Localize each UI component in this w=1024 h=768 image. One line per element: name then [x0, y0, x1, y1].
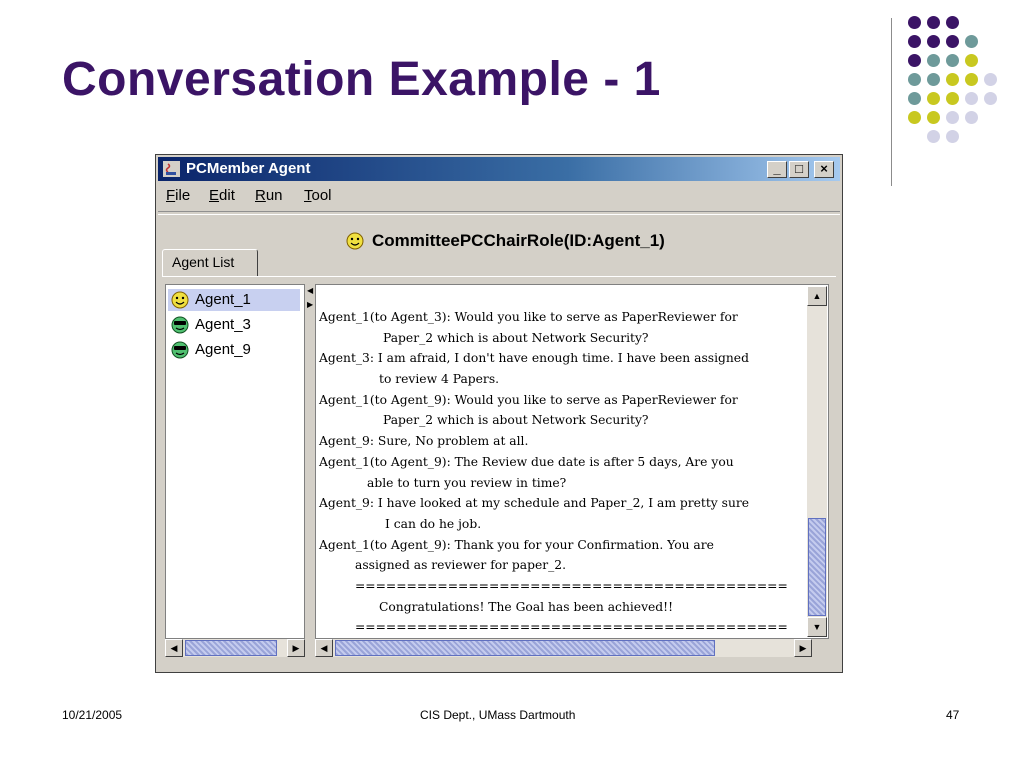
smiley-icon [171, 291, 189, 309]
agent-label: Agent_9 [195, 341, 251, 358]
split-pane-divider[interactable] [306, 284, 314, 639]
conversation-line: Agent_9: I have looked at my schedule and Paper_2, I am pretty sure [319, 496, 750, 511]
tab-agent-list[interactable]: Agent List [162, 249, 258, 276]
window-titlebar[interactable] [158, 157, 840, 181]
vertical-scrollbar[interactable] [807, 286, 827, 637]
decorative-dot [946, 130, 959, 143]
list-item[interactable] [168, 339, 300, 361]
conversation-line: I can do he job. [385, 516, 482, 531]
decorative-dot [908, 35, 921, 48]
decorative-dot [927, 16, 940, 29]
conversation-line: Agent_1(to Agent_9): Would you like to serve as PaperReviewer for [319, 392, 738, 407]
menu-tool-rest: ool [311, 187, 332, 204]
conversation-panel[interactable] [315, 284, 829, 639]
window-title: PCMember Agent [186, 160, 311, 177]
list-horizontal-scrollbar[interactable] [165, 639, 305, 657]
decorative-dot [946, 54, 959, 67]
decorative-dot [984, 92, 997, 105]
menu-edit-rest: dit [219, 187, 235, 204]
menu-file-rest: ile [175, 187, 191, 204]
decorative-dot [965, 35, 978, 48]
tab-underline [162, 276, 836, 277]
conversation-line: Paper_2 which is about Network Security? [383, 330, 649, 345]
scroll-up-icon[interactable]: ▲ [807, 286, 827, 306]
menu-run[interactable] [255, 187, 283, 204]
menu-run-mnemonic: R [255, 187, 266, 204]
menu-tool-mnemonic: T [304, 187, 312, 204]
agent-label: Agent_1 [195, 291, 251, 308]
decorative-dot [908, 16, 921, 29]
conversation-line: Congratulations! The Goal has been achieved!! [379, 599, 674, 614]
decorative-dot [984, 73, 997, 86]
conversation-log [319, 307, 807, 638]
list-item[interactable] [168, 289, 300, 311]
conversation-line: to review 4 Papers. [379, 372, 500, 387]
smiley-icon [346, 232, 364, 250]
expand-right-icon[interactable]: ▶ [307, 300, 314, 309]
conversation-line: ========================================== [355, 578, 788, 593]
decorative-dot [927, 111, 940, 124]
footer-center: CIS Dept., UMass Dartmouth [420, 708, 576, 722]
conversation-line: Paper_2 which is about Network Security? [383, 413, 649, 428]
conversation-line: Agent_1(to Agent_9): Thank you for your Confirmation. You are [319, 537, 714, 552]
decorative-dot [908, 73, 921, 86]
list-item[interactable] [168, 314, 300, 336]
conversation-line: Agent_1(to Agent_3): Would you like to serve as PaperReviewer for [319, 310, 738, 324]
decorative-dot [946, 73, 959, 86]
decorative-dot [965, 111, 978, 124]
menu-file[interactable] [166, 187, 190, 204]
decorative-dot [908, 111, 921, 124]
app-window [155, 154, 843, 673]
footer-date: 10/21/2005 [62, 708, 123, 722]
decorative-dot [927, 54, 940, 67]
slide-title: Conversation Example - 1 [62, 53, 661, 106]
conversation-line: Agent_9: Sure, No problem at all. [319, 434, 529, 449]
decorative-dot [946, 92, 959, 105]
role-header: CommitteePCChairRole(ID:Agent_1) [372, 231, 665, 250]
conversation-line: Agent_3: I am afraid, I don't have enough time. I have been assigned [319, 351, 749, 366]
decorative-dot [908, 54, 921, 67]
decorative-dot [927, 92, 940, 105]
menu-edit-mnemonic: E [209, 187, 220, 204]
collapse-left-icon[interactable]: ◀ [307, 286, 314, 295]
decorative-dot [908, 92, 921, 105]
decorative-dot [965, 92, 978, 105]
vertical-scroll-thumb[interactable] [808, 518, 826, 616]
list-horizontal-scroll-thumb[interactable] [185, 640, 277, 656]
close-button[interactable]: × [814, 161, 834, 178]
conversation-line: able to turn you review in time? [367, 475, 567, 490]
decorative-dot [927, 130, 940, 143]
decorative-dot [965, 73, 978, 86]
page-number: 47 [946, 708, 960, 722]
conversation-horizontal-scroll-thumb[interactable] [335, 640, 715, 656]
decorative-dot [965, 54, 978, 67]
menu-separator [158, 211, 840, 215]
divider-line [891, 18, 892, 186]
menu-edit[interactable] [209, 187, 235, 204]
conversation-line: ========================================== [355, 620, 788, 635]
decorative-dot [946, 16, 959, 29]
conversation-horizontal-scrollbar[interactable] [315, 639, 812, 657]
scroll-left-icon[interactable]: ◀ [315, 639, 333, 657]
agent-label: Agent_3 [195, 316, 251, 333]
agent-list [165, 284, 305, 639]
java-app-icon [163, 161, 180, 177]
decorative-dot-grid [900, 10, 1010, 170]
decorative-dot [927, 73, 940, 86]
menu-file-mnemonic: F [166, 187, 176, 204]
scroll-right-icon[interactable]: ▶ [794, 639, 812, 657]
maximize-button[interactable]: □ [789, 161, 809, 178]
decorative-dot [946, 35, 959, 48]
decorative-dot [927, 35, 940, 48]
conversation-line: Agent_1(to Agent_9): The Review due date is after 5 days, Are you [319, 454, 734, 469]
minimize-button[interactable]: _ [767, 161, 787, 178]
scroll-left-icon[interactable]: ◀ [165, 639, 183, 657]
sunglasses-face-icon [171, 341, 189, 359]
conversation-line: assigned as reviewer for paper_2. [355, 558, 567, 573]
decorative-dot [946, 111, 959, 124]
menu-run-rest: un [265, 187, 283, 204]
scroll-right-icon[interactable]: ▶ [287, 639, 305, 657]
scroll-down-icon[interactable]: ▼ [807, 617, 827, 637]
menu-tool[interactable] [304, 187, 332, 204]
sunglasses-face-icon [171, 316, 189, 334]
